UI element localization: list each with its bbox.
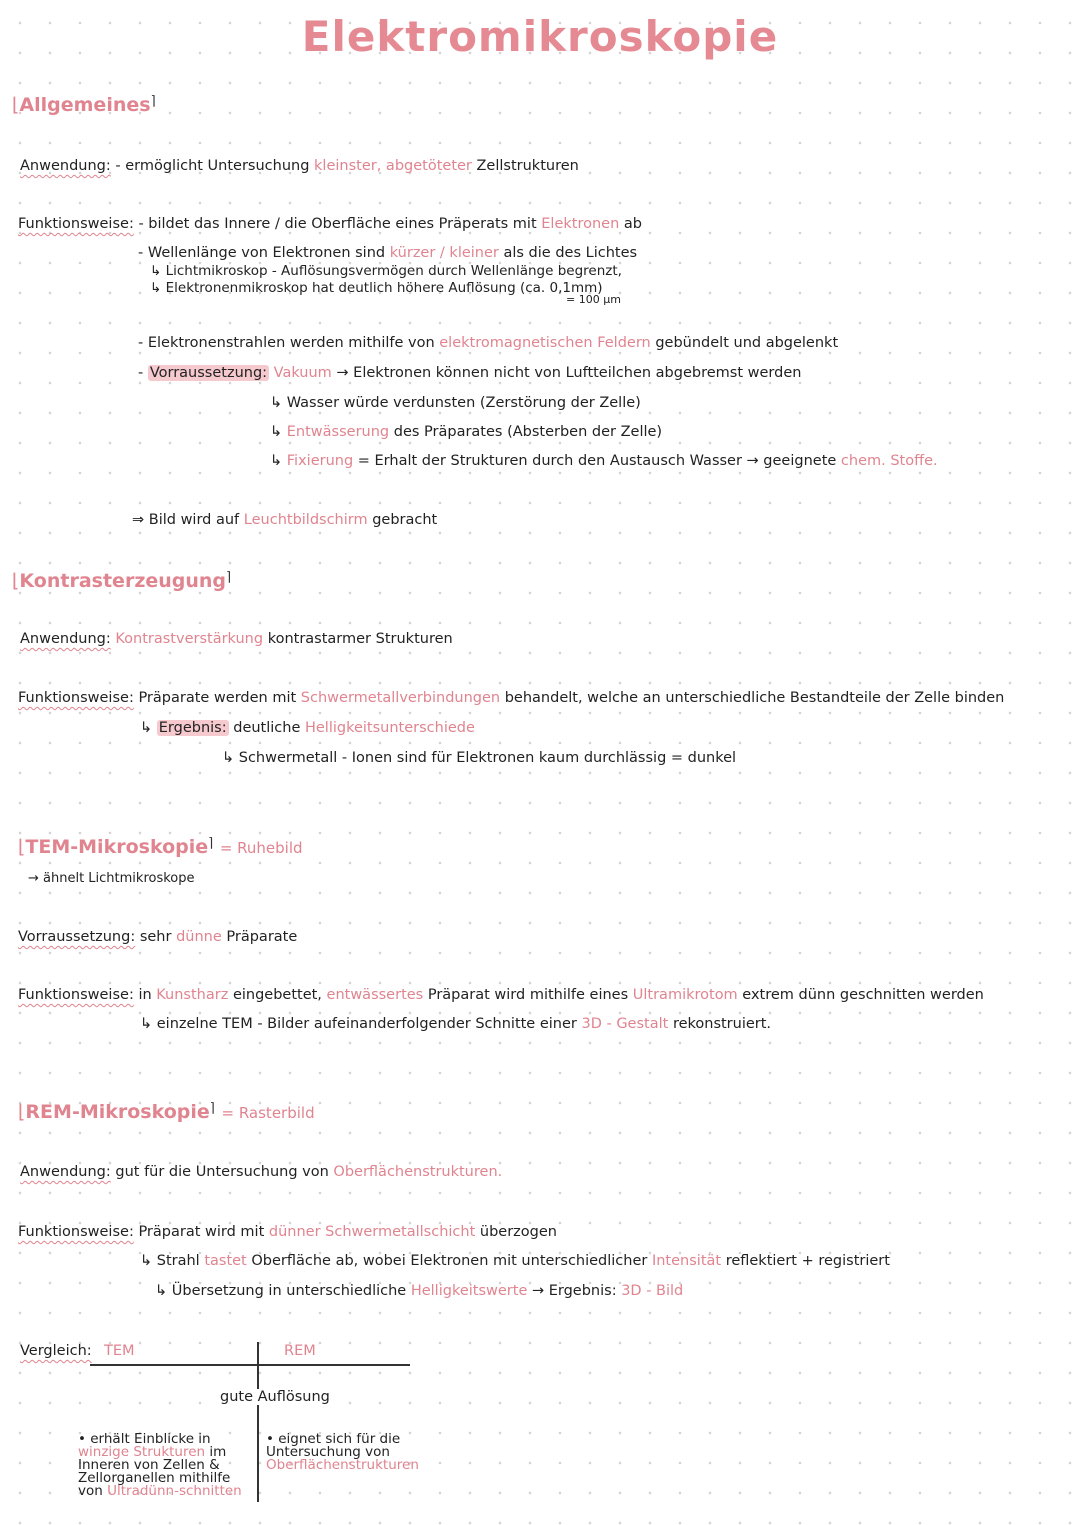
rem-funktion-line1: Funktionsweise: Präparat wird mit dünner Schwermetallschicht überzogen	[18, 1224, 557, 1240]
kontrast-funktion-line3: ↳ Schwermetall - Ionen sind für Elektronen kaum durchlässig = dunkel	[222, 750, 737, 766]
allgemeines-funktion-line9: ↳ Fixierung = Erhalt der Strukturen durch den Austausch Wasser → geeignete chem. Stoffe.	[270, 453, 938, 469]
vergleich-col-tem: TEM	[104, 1343, 135, 1359]
section-heading-rem: ⌊REM-Mikroskopie⌉ = Rasterbild	[18, 1101, 315, 1123]
allgemeines-funktion-line5: - Elektronenstrahlen werden mithilfe von elektromagnetischen Feldern gebündelt und abgelenkt	[138, 335, 839, 351]
vergleich-right-cell: • eignet sich für die Untersuchung von Oberflächenstrukturen	[266, 1431, 419, 1473]
allgemeines-anwendung: Anwendung: - ermöglicht Untersuchung kleinster, abgetöteter Zellstrukturen	[20, 158, 579, 174]
anwendung-label: Anwendung:	[20, 158, 111, 174]
allgemeines-funktion-line8: ↳ Entwässerung des Präparates (Absterben der Zelle)	[270, 424, 663, 440]
funktion-label: Funktionsweise:	[18, 216, 134, 232]
rem-funktion-line2: ↳ Strahl tastet Oberfläche ab, wobei Elektronen mit unterschiedlicher Intensität reflektiert + registriert	[140, 1253, 890, 1269]
vergleich-label: Vergleich:	[20, 1343, 92, 1359]
vergleich-col-rem: REM	[284, 1343, 316, 1359]
vergleich-shared: gute Auflösung	[220, 1389, 330, 1405]
allgemeines-funktion-line1: Funktionsweise: - bildet das Innere / die Oberfläche eines Präperats mit Elektronen ab	[18, 216, 642, 232]
section-heading-kontrast: ⌊Kontrasterzeugung⌉	[12, 570, 232, 592]
allgemeines-funktion-line4: ↳ Elektronenmikroskop hat deutlich höhere Auflösung (ca. 0,1mm)	[150, 280, 603, 296]
allgemeines-funktion-line3: ↳ Lichtmikroskop - Auflösungsvermögen durch Wellenlänge begrenzt,	[150, 263, 622, 279]
tem-vorraussetzung: Vorraussetzung: sehr dünne Präparate	[18, 929, 298, 945]
highlight-vorraussetzung: Vorraussetzung:	[149, 365, 268, 381]
highlight-ergebnis: Ergebnis:	[158, 720, 227, 736]
vergleich-left-cell: • erhält Einblicke in winzige Strukturen im Inneren von Zellen & Zellorganellen mithilfe von Ultradünn-schnitten	[78, 1431, 242, 1499]
allgemeines-funktion-line6: - Vorraussetzung: Vakuum → Elektronen können nicht von Luftteilchen abgebremst werden	[138, 365, 802, 381]
rem-funktion-line3: ↳ Übersetzung in unterschiedliche Helligkeitswerte → Ergebnis: 3D - Bild	[155, 1283, 684, 1299]
tem-funktion-line1: Funktionsweise: in Kunstharz eingebettet, entwässertes Präparat wird mithilfe eines Ultramikrotom extrem dünn geschnitten werden	[18, 987, 984, 1003]
vergleich-table-vline	[257, 1342, 259, 1502]
tem-funktion-line2: ↳ einzelne TEM - Bilder aufeinanderfolgender Schnitte einer 3D - Gestalt rekonstruiert.	[140, 1016, 772, 1032]
vergleich-table-hline	[90, 1364, 410, 1366]
kontrast-funktion-line1: Funktionsweise: Präparate werden mit Schwermetallverbindungen behandelt, welche an unterschiedliche Bestandteile der Zelle binden	[18, 690, 1005, 706]
tem-note: → ähnelt Lichtmikroskope	[28, 871, 195, 886]
allgemeines-funktion-line2: - Wellenlänge von Elektronen sind kürzer / kleiner als die des Lichtes	[138, 245, 638, 261]
kontrast-anwendung: Anwendung: Kontrastverstärkung kontrastarmer Strukturen	[20, 631, 453, 647]
aufloesung-note: = 100 µm	[566, 293, 621, 306]
allgemeines-result: ⇒ Bild wird auf Leuchtbildschirm gebracht	[132, 512, 438, 528]
page-title: Elektromikroskopie	[301, 12, 779, 61]
section-heading-allgemeines: ⌊Allgemeines⌉	[12, 94, 156, 116]
section-heading-tem: ⌊TEM-Mikroskopie⌉ = Ruhebild	[18, 836, 303, 858]
rem-anwendung: Anwendung: gut für die Untersuchung von Oberflächenstrukturen.	[20, 1164, 503, 1180]
allgemeines-funktion-line7: ↳ Wasser würde verdunsten (Zerstörung der Zelle)	[270, 395, 641, 411]
kontrast-funktion-line2: ↳ Ergebnis: deutliche Helligkeitsunterschiede	[140, 720, 475, 736]
